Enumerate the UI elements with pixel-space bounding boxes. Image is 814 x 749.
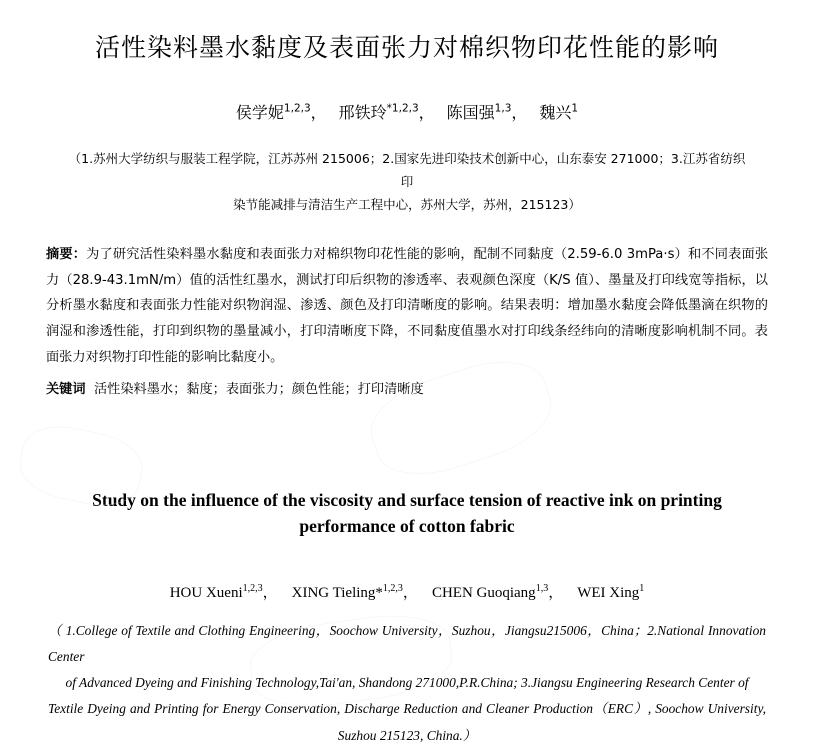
affiliation-line: of Advanced Dyeing and Finishing Technology,Tai'an, Shandong 271000,P.R.China; 3.Jiangsu Engineering Research Center of <box>65 675 749 691</box>
author-affiliation-marker: 1,2,3 <box>242 583 263 595</box>
author-name: WEI Xing <box>577 585 640 602</box>
keywords-body: 活性染料墨水；黏度；表面张力；颜色性能；打印清晰度 <box>93 381 424 397</box>
affiliation-line: Suzhou 215123, China.） <box>337 727 477 743</box>
english-title: Study on the influence of the viscosity and surface tension of reactive ink on printing performance of cotton fabric <box>92 490 722 536</box>
chinese-keywords <box>46 377 768 403</box>
author-affiliation-marker: 1 <box>571 102 579 115</box>
affiliation-line: （ 1.College of Textile and Clothing Engineering，Soochow University，Suzhou，Jiangsu215006，China；2.National Innovation Center <box>48 623 766 665</box>
author-affiliation-marker: 1,3 <box>535 583 549 595</box>
keywords-label: 关键词 <box>46 381 86 397</box>
affiliation-line: Textile Dyeing and Printing for Energy Conservation, Discharge Reduction and Cleaner Production（ERC）, Soochow University, <box>48 701 766 717</box>
author-separator: ， <box>402 585 418 602</box>
author-name: 魏兴 <box>539 102 572 122</box>
author-affiliation-marker: 1,2,3 <box>382 583 403 595</box>
english-affiliations <box>46 618 768 749</box>
author-affiliation-marker: 1 <box>639 583 645 595</box>
author-name: HOU Xueni <box>169 585 243 602</box>
author-separator: ， <box>548 585 564 602</box>
author-separator: ， <box>511 102 528 122</box>
chinese-author-list <box>46 101 768 125</box>
affiliation-line: 染节能减排与清洁生产工程中心，苏州大学，苏州，215123） <box>233 196 581 212</box>
author-affiliation-marker: *1,2,3 <box>386 102 419 115</box>
chinese-affiliations <box>46 147 768 216</box>
english-author-list <box>46 581 768 602</box>
author-separator: ， <box>418 102 435 122</box>
abstract-body: 为了研究活性染料墨水黏度和表面张力对棉织物印花性能的影响，配制不同黏度（2.59-6.0 3mPa·s）和不同表面张力（28.9-43.1mN/m）值的活性红墨水，测试打印后织物的渗透率、表观颜色深度（K/S 值）、墨量及打印线宽等指标，以分析墨水黏度和表面张力性能对织物润湿、渗透、颜色及打印清晰度的影响。结果表明：增加墨水黏度会降低墨滴在织物的润湿和渗透性能，打印到织物的墨量减小，打印清晰度下降，不同黏度值墨水对打印线条经纬向的清晰度影响机制不同。表面张力对织物打印性能的影响比黏度小。 <box>46 246 769 365</box>
author-separator: ， <box>262 585 278 602</box>
author-separator: ， <box>310 102 327 122</box>
chinese-title: 活性染料墨水黏度及表面张力对棉织物印花性能的影响 <box>94 33 719 62</box>
author-name: 侯学妮 <box>235 102 284 122</box>
author-name: XING Tieling* <box>291 585 383 602</box>
author-name: 邢铁玲 <box>338 102 387 122</box>
author-affiliation-marker: 1,2,3 <box>283 102 311 115</box>
author-name: CHEN Guoqiang <box>431 585 536 602</box>
author-affiliation-marker: 1,3 <box>494 102 512 115</box>
affiliation-line: （1.苏州大学纺织与服装工程学院，江苏苏州 215006；2.国家先进印染技术创新中心，山东泰安 271000；3.江苏省纺织印 <box>68 150 746 189</box>
chinese-abstract <box>46 242 768 371</box>
author-name: 陈国强 <box>446 102 495 122</box>
abstract-label: 摘要： <box>46 246 87 262</box>
